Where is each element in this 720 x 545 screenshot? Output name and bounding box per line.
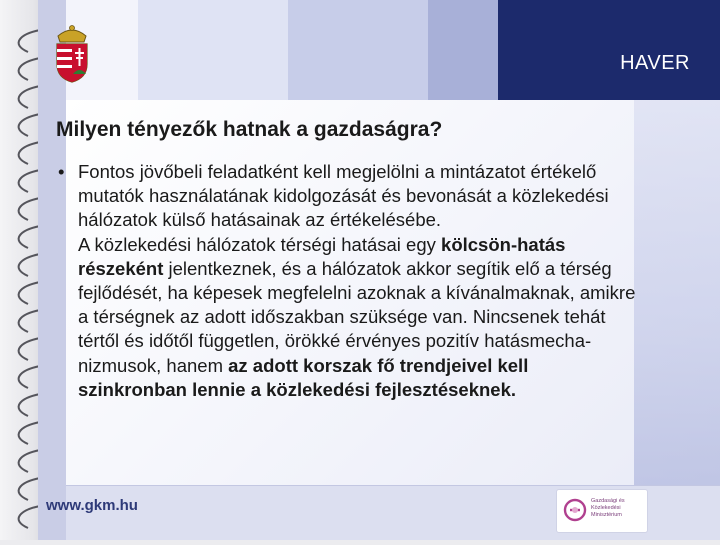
paragraph-2 <box>78 233 636 402</box>
hungarian-crest-icon <box>52 22 92 84</box>
header-dark-band <box>498 0 720 100</box>
paragraph-2-bold-a: kölcsön-hatás részeként <box>78 233 566 279</box>
paragraph-2-bold-b: az adott korszak fő trendjeivel kell szinkronban lennie a közlekedési fejlesztéseknek. <box>78 354 529 400</box>
right-decor-strip <box>634 100 720 485</box>
paragraph-1 <box>78 160 636 233</box>
paragraph-1-text: Fontos jövőbeli feladatként kell megjelölni a mintázatot értékelő mutatók használatának kidolgozását és bevonását a közlekedési hálózatok külső hatásainak az értékelésébe. <box>78 161 609 231</box>
ministry-logo <box>556 489 648 533</box>
bullet-list <box>56 160 636 402</box>
bullet-icon: • <box>58 161 65 182</box>
brand-label: HAVER <box>620 52 690 74</box>
slide-title: Milyen tényezők hatnak a gazdaságra? <box>56 118 443 141</box>
header-band-3 <box>288 0 428 100</box>
header-band-4 <box>428 0 498 100</box>
header-band-2 <box>138 0 288 100</box>
list-item <box>56 160 636 402</box>
website-link[interactable]: www.gkm.hu <box>46 497 138 514</box>
paragraph-2-text-a: A közlekedési hálózatok térségi hatásai egy <box>78 233 442 255</box>
paragraph-2-text-b: jelentkeznek, és a hálózatok akkor segítik elő a térség fejlődését, ha képesek megfelelni azoknak a kívánalmaknak, amikre a térségnek az adott időszakban szüksége van. Nincsenek tehát tértől és időtől független, örökké érvényes pozitív hatásmecha-nizmusok, hanem <box>78 257 636 376</box>
ministry-logo-icon <box>563 498 587 522</box>
ministry-logo-text: Gazdasági és Közlekedési Minisztérium <box>591 498 625 518</box>
